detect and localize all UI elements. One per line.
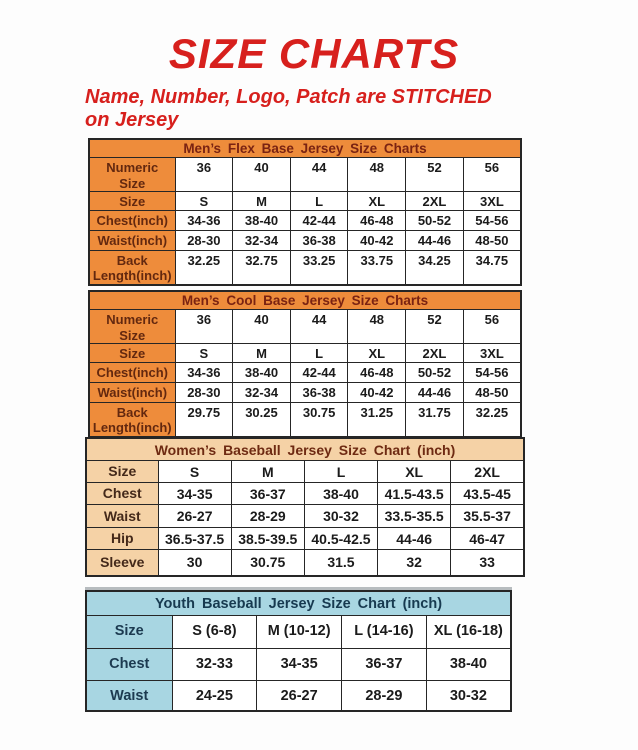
row-label: Chest bbox=[86, 483, 158, 505]
size-value: 52 bbox=[406, 310, 464, 344]
size-value: 54-56 bbox=[463, 210, 521, 230]
size-value: M bbox=[233, 344, 291, 363]
row-label: Size bbox=[86, 461, 158, 483]
size-value: 38-40 bbox=[233, 210, 291, 230]
size-value: 44 bbox=[290, 310, 348, 344]
size-value: 32-34 bbox=[233, 230, 291, 250]
size-value: 32-34 bbox=[233, 382, 291, 402]
row-label: Size bbox=[89, 192, 175, 211]
table-mens-cool-base bbox=[88, 290, 522, 438]
table-title: Youth Baseball Jersey Size Chart (inch) bbox=[86, 591, 511, 616]
size-value: XL bbox=[378, 461, 451, 483]
size-value: 36-38 bbox=[290, 230, 348, 250]
row-label: Back Length(inch) bbox=[89, 402, 175, 437]
row-label: Chest bbox=[86, 649, 172, 681]
size-value: M bbox=[233, 192, 291, 211]
size-value: 50-52 bbox=[406, 362, 464, 382]
size-value: 29.75 bbox=[175, 402, 233, 437]
page-title: SIZE CHARTS bbox=[168, 30, 460, 77]
row-label: Hip bbox=[86, 528, 158, 550]
size-value: L bbox=[290, 344, 348, 363]
size-value: 33.5-35.5 bbox=[378, 505, 451, 528]
size-value: S bbox=[175, 344, 233, 363]
size-value: 43.5-45 bbox=[451, 483, 524, 505]
size-value: 2XL bbox=[451, 461, 524, 483]
size-value: 46-47 bbox=[451, 528, 524, 550]
size-value: 2XL bbox=[406, 192, 464, 211]
size-value: 41.5-43.5 bbox=[378, 483, 451, 505]
size-value: 36-37 bbox=[231, 483, 304, 505]
size-value: 44-46 bbox=[406, 230, 464, 250]
size-value: 28-29 bbox=[342, 681, 427, 711]
size-value: 48-50 bbox=[463, 230, 521, 250]
size-value: 34.75 bbox=[463, 250, 521, 285]
size-value: 36.5-37.5 bbox=[158, 528, 231, 550]
page-subtitle bbox=[85, 86, 565, 132]
size-value: 44-46 bbox=[406, 382, 464, 402]
row-label: Size bbox=[89, 344, 175, 363]
size-value: 30 bbox=[158, 550, 231, 576]
page-subtitle-line1: Name, Number, Logo, Patch are STITCHED bbox=[85, 86, 492, 108]
size-value: 56 bbox=[463, 158, 521, 192]
size-value: 40.5-42.5 bbox=[304, 528, 377, 550]
size-value: 46-48 bbox=[348, 362, 406, 382]
row-label: Size bbox=[86, 616, 172, 649]
size-value: 40 bbox=[233, 310, 291, 344]
size-value: 33.75 bbox=[348, 250, 406, 285]
table-title: Men’s Cool Base Jersey Size Charts bbox=[89, 291, 521, 310]
size-value: XL bbox=[348, 192, 406, 211]
table-womens-baseball bbox=[85, 437, 525, 577]
size-value: 42-44 bbox=[290, 210, 348, 230]
size-value: 42-44 bbox=[290, 362, 348, 382]
size-value: 38-40 bbox=[426, 649, 511, 681]
size-value: M (10-12) bbox=[257, 616, 342, 649]
size-value: 44 bbox=[290, 158, 348, 192]
size-value: 54-56 bbox=[463, 362, 521, 382]
size-value: S (6-8) bbox=[172, 616, 257, 649]
size-value: 26-27 bbox=[158, 505, 231, 528]
size-value: 48-50 bbox=[463, 382, 521, 402]
size-value: 32.25 bbox=[175, 250, 233, 285]
size-value: 30.75 bbox=[290, 402, 348, 437]
size-value: 33 bbox=[451, 550, 524, 576]
size-value: 28-30 bbox=[175, 382, 233, 402]
table-title: Women’s Baseball Jersey Size Chart (inch) bbox=[86, 438, 524, 461]
size-value: XL bbox=[348, 344, 406, 363]
size-value: 50-52 bbox=[406, 210, 464, 230]
size-value: 32-33 bbox=[172, 649, 257, 681]
size-value: L bbox=[290, 192, 348, 211]
size-value: 2XL bbox=[406, 344, 464, 363]
size-value: 32 bbox=[378, 550, 451, 576]
size-value: 30-32 bbox=[426, 681, 511, 711]
size-value: 30.75 bbox=[231, 550, 304, 576]
size-value: 36 bbox=[175, 310, 233, 344]
size-value: 32.75 bbox=[233, 250, 291, 285]
row-label: Sleeve bbox=[86, 550, 158, 576]
size-value: L (14-16) bbox=[342, 616, 427, 649]
size-value: 38-40 bbox=[233, 362, 291, 382]
size-value: 36-38 bbox=[290, 382, 348, 402]
table-youth-baseball bbox=[85, 590, 512, 712]
size-value: 31.25 bbox=[348, 402, 406, 437]
size-value: S bbox=[175, 192, 233, 211]
size-value: 31.75 bbox=[406, 402, 464, 437]
size-value: 3XL bbox=[463, 344, 521, 363]
size-value: 46-48 bbox=[348, 210, 406, 230]
row-label: Waist bbox=[86, 505, 158, 528]
size-value: 36 bbox=[175, 158, 233, 192]
size-value: 34-36 bbox=[175, 362, 233, 382]
row-label: Waist(inch) bbox=[89, 382, 175, 402]
size-value: 40 bbox=[233, 158, 291, 192]
size-value: 34-35 bbox=[257, 649, 342, 681]
size-value: 40-42 bbox=[348, 230, 406, 250]
size-value: XL (16-18) bbox=[426, 616, 511, 649]
size-value: 38.5-39.5 bbox=[231, 528, 304, 550]
row-label: Numeric Size bbox=[89, 310, 175, 344]
size-value: 26-27 bbox=[257, 681, 342, 711]
size-value: 35.5-37 bbox=[451, 505, 524, 528]
table-title: Men’s Flex Base Jersey Size Charts bbox=[89, 139, 521, 158]
size-value: 40-42 bbox=[348, 382, 406, 402]
size-value: 33.25 bbox=[290, 250, 348, 285]
size-value: 28-30 bbox=[175, 230, 233, 250]
size-value: 56 bbox=[463, 310, 521, 344]
size-value: 34-36 bbox=[175, 210, 233, 230]
size-value: 48 bbox=[348, 158, 406, 192]
size-value: 24-25 bbox=[172, 681, 257, 711]
row-label: Waist(inch) bbox=[89, 230, 175, 250]
size-value: 30-32 bbox=[304, 505, 377, 528]
size-value: 36-37 bbox=[342, 649, 427, 681]
row-label: Waist bbox=[86, 681, 172, 711]
page-subtitle-line2: on Jersey bbox=[85, 109, 179, 131]
size-value: 32.25 bbox=[463, 402, 521, 437]
row-label: Chest(inch) bbox=[89, 210, 175, 230]
size-value: 28-29 bbox=[231, 505, 304, 528]
size-value: M bbox=[231, 461, 304, 483]
size-value: 30.25 bbox=[233, 402, 291, 437]
row-label: Chest(inch) bbox=[89, 362, 175, 382]
table-mens-flex-base bbox=[88, 138, 522, 286]
size-value: 3XL bbox=[463, 192, 521, 211]
size-value: 44-46 bbox=[378, 528, 451, 550]
size-value: 48 bbox=[348, 310, 406, 344]
row-label: Back Length(inch) bbox=[89, 250, 175, 285]
size-value: 52 bbox=[406, 158, 464, 192]
size-value: S bbox=[158, 461, 231, 483]
size-value: L bbox=[304, 461, 377, 483]
size-value: 31.5 bbox=[304, 550, 377, 576]
size-value: 38-40 bbox=[304, 483, 377, 505]
row-label: Numeric Size bbox=[89, 158, 175, 192]
size-value: 34-35 bbox=[158, 483, 231, 505]
size-value: 34.25 bbox=[406, 250, 464, 285]
